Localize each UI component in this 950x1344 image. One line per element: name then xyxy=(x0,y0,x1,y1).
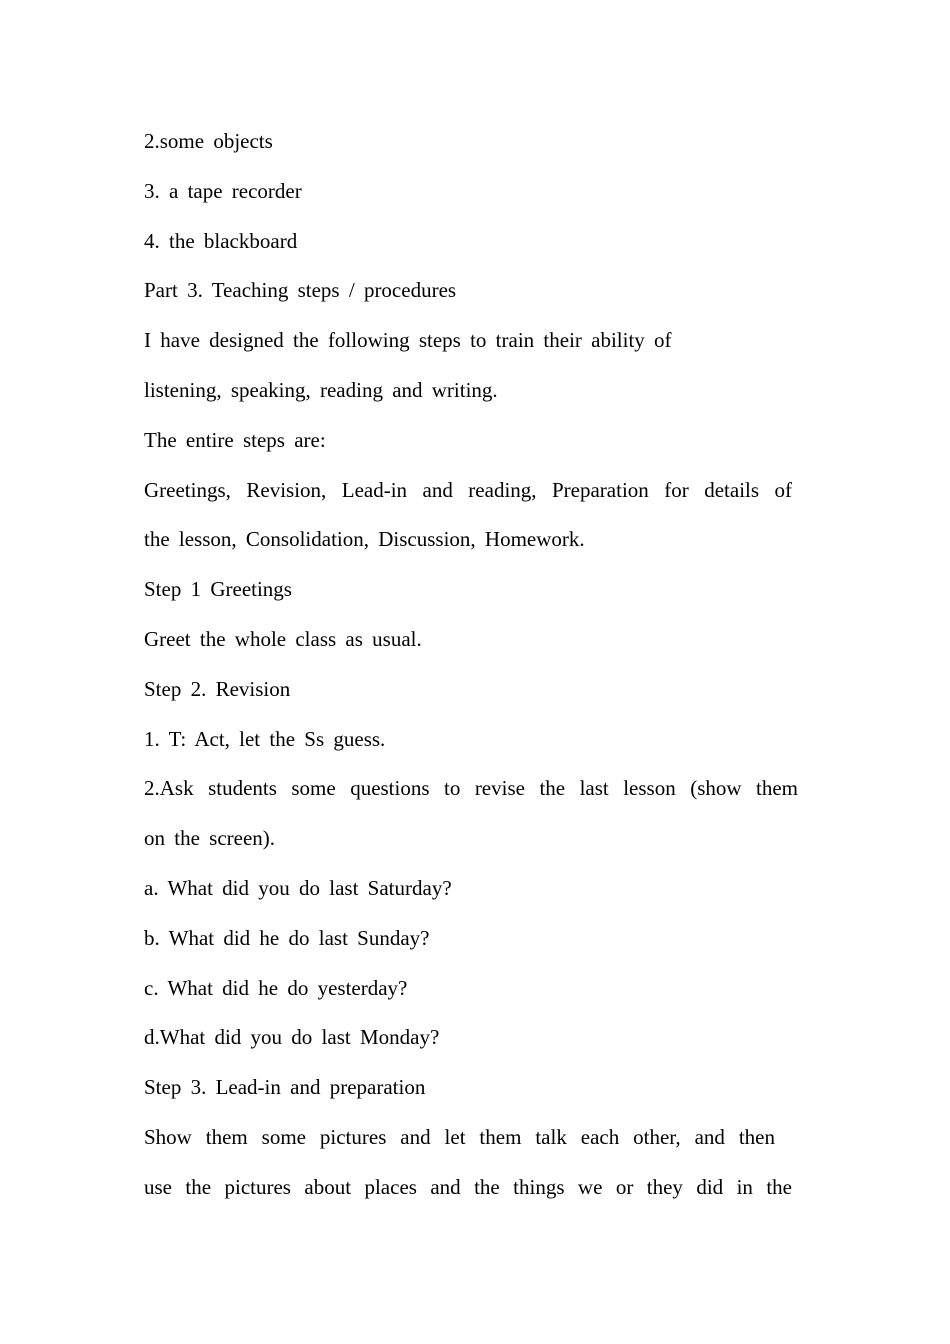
paragraph-line: the lesson, Consolidation, Discussion, Homework. xyxy=(144,527,585,552)
question-item: b. What did he do last Sunday? xyxy=(144,925,430,950)
paragraph-line: Show them some pictures and let them talk each other, and then xyxy=(144,1124,775,1149)
list-item-blackboard: 4. the blackboard xyxy=(144,228,298,253)
document-body xyxy=(144,125,800,1221)
paragraph-line: use the pictures about places and the things we or they did in the xyxy=(144,1174,792,1199)
list-item: 1. T: Act, let the Ss guess. xyxy=(144,726,386,751)
paragraph-line: listening, speaking, reading and writing. xyxy=(144,377,498,402)
section-heading-teaching-steps: Part 3. Teaching steps / procedures xyxy=(144,278,457,303)
list-item-objects: 2.some objects xyxy=(144,129,273,153)
paragraph-line: Greet the whole class as usual. xyxy=(144,626,422,651)
paragraph-line: Greetings, Revision, Lead-in and reading, Preparation for details of xyxy=(144,477,792,502)
step-heading-lead-in: Step 3. Lead-in and preparation xyxy=(144,1075,426,1100)
step-heading-revision: Step 2. Revision xyxy=(144,676,291,701)
paragraph-line: The entire steps are: xyxy=(144,427,326,452)
question-item: d.What did you do last Monday? xyxy=(144,1025,440,1050)
paragraph-line: I have designed the following steps to train their ability of xyxy=(144,328,672,353)
list-item-tape-recorder: 3. a tape recorder xyxy=(144,178,302,203)
step-heading-greetings: Step 1 Greetings xyxy=(144,577,292,602)
paragraph-line: on the screen). xyxy=(144,826,276,851)
list-item: 2.Ask students some questions to revise the last lesson (show them xyxy=(144,776,798,801)
question-item: c. What did he do yesterday? xyxy=(144,975,408,1000)
question-item: a. What did you do last Saturday? xyxy=(144,875,452,900)
